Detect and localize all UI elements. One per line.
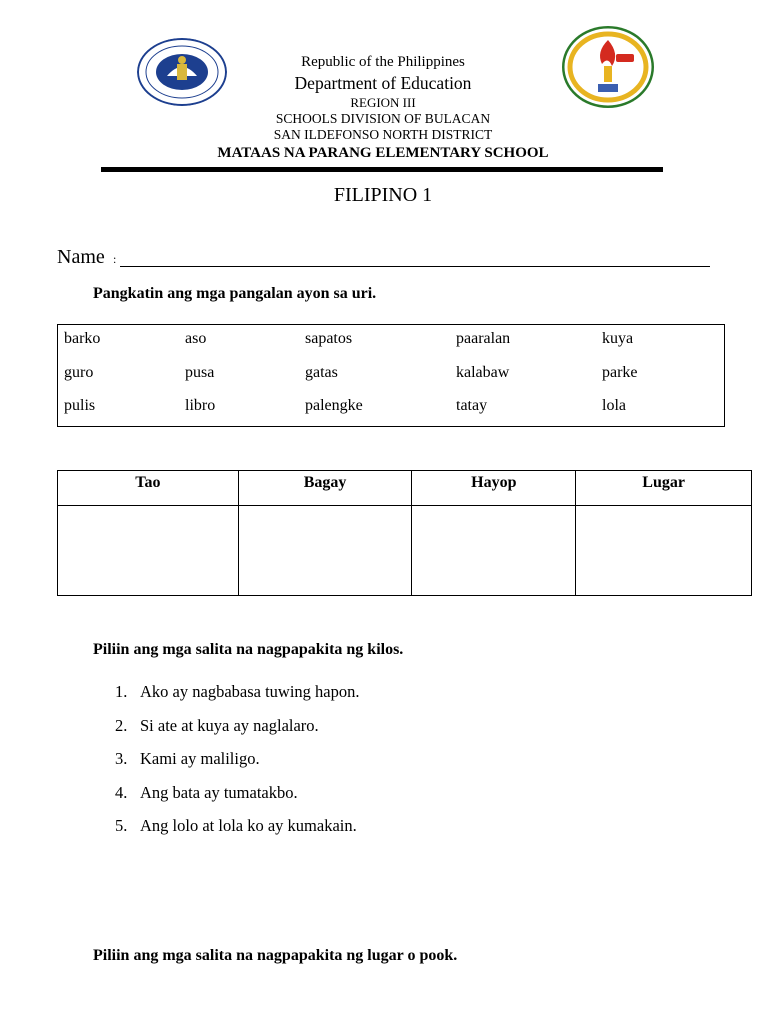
sentence-item	[115, 684, 360, 701]
word-bank-item: sapatos	[305, 330, 353, 347]
sentence-item	[115, 751, 260, 768]
category-answer-cell-tao[interactable]	[58, 506, 239, 596]
header-region: REGION III	[350, 95, 416, 110]
sentence-item	[115, 785, 298, 802]
instruction-action-words: Piliin ang mga salita na nagpapakita ng kilos.	[93, 641, 404, 658]
name-write-line[interactable]	[120, 266, 710, 267]
sentence-number: 2.	[115, 716, 128, 735]
header-republic: Republic of the Philippines	[301, 54, 465, 70]
word-bank-item: kalabaw	[456, 364, 510, 381]
category-header-hayop: Hayop	[412, 471, 576, 506]
word-bank-item: pulis	[64, 397, 96, 414]
category-answer-cell-bagay[interactable]	[238, 506, 412, 596]
word-bank-item: palengke	[305, 397, 363, 414]
header-division: SCHOOLS DIVISION OF BULACAN	[275, 111, 491, 126]
instruction-group-nouns: Pangkatin ang mga pangalan ayon sa uri.	[93, 285, 377, 302]
sentence-text: Ang bata ay tumatakbo.	[140, 783, 298, 802]
name-field[interactable]	[57, 246, 717, 272]
word-bank-item: gatas	[305, 364, 338, 381]
category-answer-cell-lugar[interactable]	[576, 506, 752, 596]
word-bank-item: kuya	[602, 330, 634, 347]
sentence-number: 4.	[115, 783, 128, 802]
word-bank-item: parke	[602, 364, 638, 381]
sentence-number: 5.	[115, 816, 128, 835]
sentence-item	[115, 718, 319, 735]
word-bank-item: aso	[185, 330, 207, 347]
category-header-lugar: Lugar	[576, 471, 752, 506]
word-bank-item: paaralan	[456, 330, 511, 347]
name-colon: :	[113, 252, 117, 266]
word-bank-item: lola	[602, 397, 626, 414]
sentence-number: 1.	[115, 682, 128, 701]
word-bank-item: guro	[64, 364, 94, 381]
word-bank-item: libro	[185, 397, 216, 414]
word-bank-item: pusa	[185, 364, 215, 381]
sentence-item	[115, 818, 357, 835]
category-header-bagay: Bagay	[238, 471, 412, 506]
sentence-text: Ako ay nagbabasa tuwing hapon.	[140, 682, 360, 701]
header-school-name: MATAAS NA PARANG ELEMENTARY SCHOOL	[217, 145, 549, 161]
sentence-text: Ang lolo at lola ko ay kumakain.	[140, 816, 357, 835]
sentence-number: 3.	[115, 749, 128, 768]
category-answer-cell-hayop[interactable]	[412, 506, 576, 596]
sentence-text: Si ate at kuya ay naglalaro.	[140, 716, 319, 735]
word-bank	[57, 324, 725, 427]
category-header-tao: Tao	[58, 471, 239, 506]
word-bank-item: barko	[64, 330, 101, 347]
category-table	[57, 470, 752, 596]
subject-title: FILIPINO 1	[333, 184, 433, 206]
word-bank-item: tatay	[456, 397, 488, 414]
header-district: SAN ILDEFONSO NORTH DISTRICT	[273, 127, 493, 142]
header-divider	[101, 167, 663, 172]
name-label: Name	[57, 246, 105, 268]
header-department: Department of Education	[294, 73, 472, 93]
instruction-place-words: Piliin ang mga salita na nagpapakita ng lugar o pook.	[93, 947, 458, 964]
sentence-text: Kami ay maliligo.	[140, 749, 260, 768]
